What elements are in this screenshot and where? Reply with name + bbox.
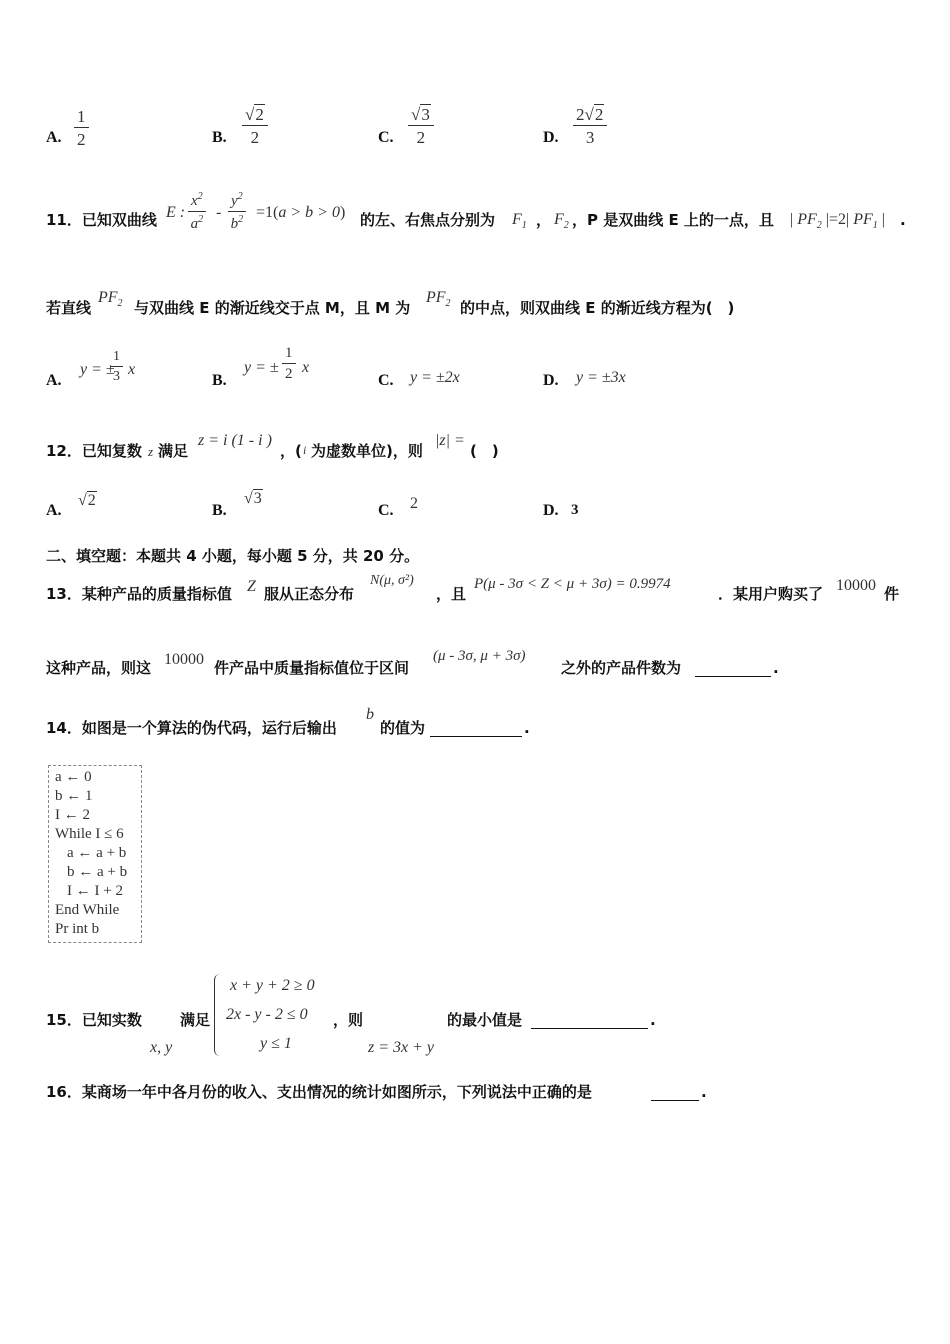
q11-text-foci: 的左、右焦点分别为 <box>360 211 496 229</box>
q11-minus-sign: - <box>216 204 222 221</box>
q10-option-a-fraction: $\frac{1}{2}$ <box>74 108 89 148</box>
q15-constraint-3: y ≤ 1 <box>260 1035 292 1052</box>
q12-mid: 满足 <box>158 442 189 460</box>
q11-option-a-fraction: $\frac{1}{3}$ <box>110 350 123 384</box>
q12-prefix: 12．已知复数 <box>46 442 142 460</box>
section-2-heading: 二、填空题：本题共 4 小题，每小题 5 分，共 20 分。 <box>46 547 420 565</box>
q12-option-a-value: √2 <box>78 492 96 509</box>
q13-line2-mid: 件产品中质量指标值位于区间 <box>214 659 410 677</box>
code-line: I ← 2 <box>55 807 90 823</box>
q11-option-a-suffix: x <box>128 361 136 378</box>
code-line: I ← I + 2 <box>67 883 123 899</box>
q12-i-note: i <box>303 443 307 457</box>
q11-option-a-label: A. <box>46 372 62 389</box>
q13-prefix: 13．某种产品的质量指标值 <box>46 585 232 603</box>
q12-mid3: 为虚数单位)，则 <box>311 442 423 460</box>
q10-option-a-label: A. <box>46 129 62 146</box>
q11-separator: ， <box>536 211 552 229</box>
q11-line2-prefix: 若直线 <box>46 299 92 317</box>
q10-option-c-label: C. <box>378 129 394 146</box>
q11-fraction-x: $\frac{x^2}{a^2}$ <box>188 192 206 232</box>
q13-answer-blank[interactable] <box>695 661 771 677</box>
code-line: While I ≤ 6 <box>55 826 124 842</box>
q15-end: 的最小值是 <box>447 1011 523 1029</box>
q13-end: 件 <box>884 585 900 603</box>
code-line: End While <box>55 902 120 918</box>
q11-prefix: 11．已知双曲线 <box>46 211 157 229</box>
q10-option-b-label: B. <box>212 129 227 146</box>
q15-objective: z = 3x + y <box>368 1039 435 1056</box>
pseudocode-box <box>48 765 142 943</box>
q16-period: . <box>701 1083 707 1101</box>
q12-var: z <box>148 444 154 459</box>
q15-mid: 满足 <box>180 1011 211 1029</box>
q11-option-b-text: y = ± <box>244 359 279 376</box>
q15-prefix: 15．已知实数 <box>46 1011 142 1029</box>
q12-option-a-label: A. <box>46 502 62 519</box>
q12-option-b-label: B. <box>212 502 227 519</box>
q10-option-d-fraction: $\frac{2√2}{3}$ <box>573 106 607 146</box>
q13-interval: (μ - 3σ, μ + 3σ) <box>433 648 526 664</box>
q13-probability: P(μ - 3σ < Z < μ + 3σ) = 0.9974 <box>474 576 671 592</box>
q11-option-b-fraction: $\frac{1}{2}$ <box>282 346 296 382</box>
q11-option-b-label: B. <box>212 372 227 389</box>
q13-period: . <box>773 659 779 677</box>
constraint-brace <box>214 974 223 1056</box>
q15-constraint-2: 2x - y - 2 ≤ 0 <box>226 1006 308 1023</box>
q11-line2-mid2: 的中点，则双曲线 E 的渐近线方程为( ) <box>460 299 735 317</box>
q11-option-c-text: y = ±2x <box>410 369 460 386</box>
code-line: a ← a + b <box>67 845 127 861</box>
q15-period: . <box>650 1011 656 1029</box>
q11-option-a-text: y = ± <box>80 361 115 378</box>
q14-end: 的值为 <box>380 719 426 737</box>
code-line: a ← 0 <box>55 769 92 785</box>
q14-prefix: 14．如图是一个算法的伪代码，运行后输出 <box>46 719 337 737</box>
q11-condition: | $PF_2$ |=2| $PF_1$ | <box>790 211 885 232</box>
q11-pf2-b: $PF_2$ <box>426 289 451 310</box>
q11-hyperbola-label: E : <box>166 204 186 221</box>
q14-period: . <box>524 719 530 737</box>
q10-option-d-label: D. <box>543 129 559 146</box>
q13-line2-count: 10000 <box>164 651 204 668</box>
q12-option-c-label: C. <box>378 502 394 519</box>
q11-f2: $F_2$ <box>554 211 569 232</box>
q10-option-b-fraction: $\frac{√2}{2}$ <box>242 106 268 146</box>
q13-count: 10000 <box>836 577 876 594</box>
q11-option-d-text: y = ±3x <box>576 369 626 386</box>
q12-abs: |z| = <box>435 432 465 449</box>
q16-answer-blank[interactable] <box>651 1085 699 1101</box>
q11-end: . <box>900 211 906 229</box>
q13-var: Z <box>247 578 256 595</box>
q11-option-c-label: C. <box>378 372 394 389</box>
code-line: Pr int b <box>55 921 100 937</box>
q12-end: ( ) <box>470 442 499 460</box>
q11-option-d-label: D. <box>543 372 559 389</box>
q11-line2-mid1: 与双曲线 E 的渐近线交于点 M，且 M 为 <box>134 299 411 317</box>
q15-constraint-1: x + y + 2 ≥ 0 <box>230 977 315 994</box>
q13-line2-end: 之外的产品件数为 <box>561 659 682 677</box>
q11-pf2-a: $PF_2$ <box>98 289 123 310</box>
q10-option-c-fraction: $\frac{√3}{2}$ <box>408 106 434 146</box>
q13-distribution: N(μ, σ²) <box>370 573 414 588</box>
q12-mid2: ，( <box>280 442 302 460</box>
q15-answer-blank[interactable] <box>531 1013 648 1029</box>
q16-text: 16．某商场一年中各月份的收入、支出情况的统计如图所示，下列说法中正确的是 <box>46 1083 592 1101</box>
q14-answer-blank[interactable] <box>430 721 522 737</box>
code-line: b ← 1 <box>55 788 93 804</box>
q12-option-d-label: D. <box>543 502 559 519</box>
q13-mid2: ，且 <box>436 585 467 603</box>
q13-mid1: 服从正态分布 <box>264 585 355 603</box>
q12-formula: z = i (1 - i ) <box>198 432 272 449</box>
q13-line2-prefix: 这种产品，则这 <box>46 659 152 677</box>
q11-f1: $F_1$ <box>512 211 527 232</box>
q11-text-point: ，P 是双曲线 E 上的一点，且 <box>572 211 774 229</box>
q14-var: b <box>366 706 374 723</box>
q15-then: ，则 <box>333 1011 364 1029</box>
q13-mid3: ．某用户购买了 <box>718 585 824 603</box>
q11-fraction-y: $\frac{y^2}{b^2}$ <box>228 192 246 232</box>
q15-vars: x, y <box>150 1039 173 1056</box>
q11-option-b-suffix: x <box>302 359 310 376</box>
q11-equation-rhs: =1(a > b > 0) <box>256 204 346 221</box>
q12-option-c-value: 2 <box>410 495 418 512</box>
q12-option-b-value: √3 <box>244 490 262 507</box>
code-line: b ← a + b <box>67 864 128 880</box>
q12-option-d-value: 3 <box>571 502 579 518</box>
